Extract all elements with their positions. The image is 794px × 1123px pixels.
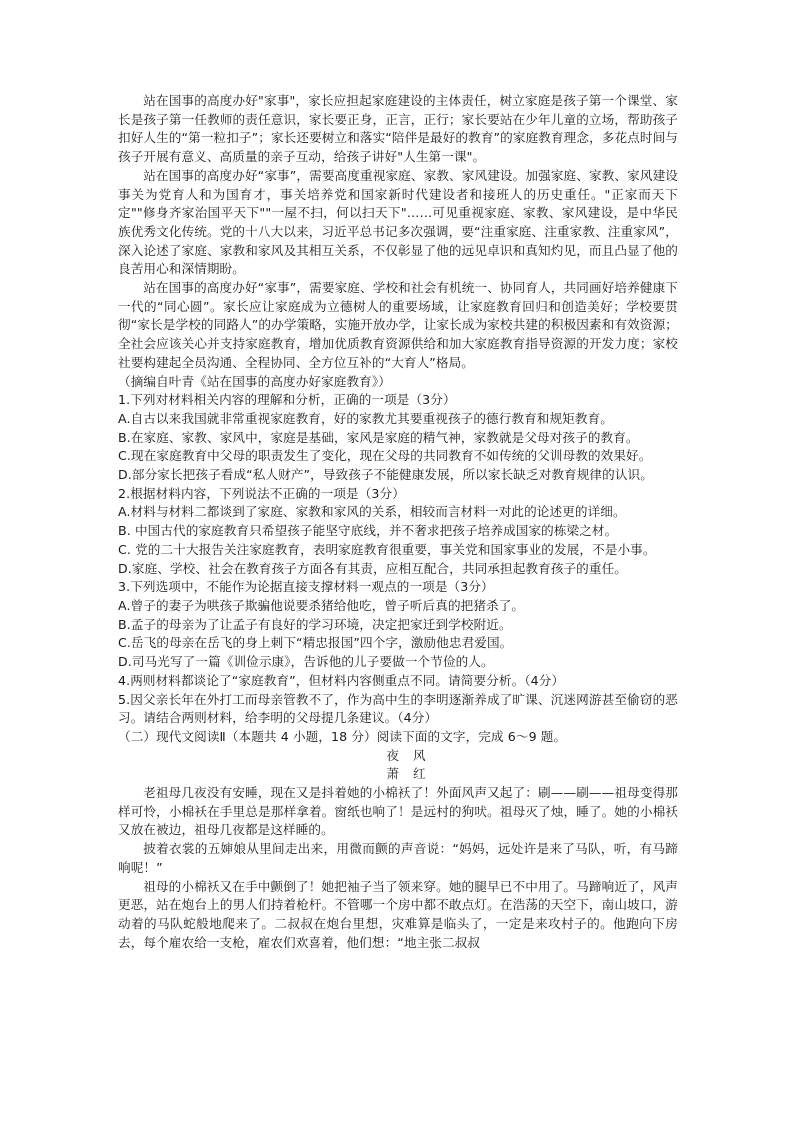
question-2-stem: 2.根据材料内容，下列说法不正确的一项是（3分） <box>118 485 405 501</box>
section-2-header: （二）现代文阅读Ⅱ（本题共 4 小题，18 分）阅读下面的文字，完成 6～9 题。 <box>118 728 567 744</box>
article1-paragraph-3: 站在国事的高度办好“家事”，需要家庭、学校和社会有机统一、协同育人，共同画好培养健康下一代的“同心圆”。家长应让家庭成为立德树人的重要场域，让家庭教育回归和创造美好；学校要贯彻“家长是学校的同路人”的办学策略，实施开放办学，让家长成为家校共建的积极因素和有效资源；全社会应该关心并支持家庭教育，增加优质教育资源供给和加大家庭教育指导资源的开发力度；家校社要构建起全员沟通、全程协同、全方位互补的“大育人”格局。 <box>118 280 678 370</box>
question-3-option-d: D.司马光写了一篇《训俭示康》，告诉他的儿子要做一个节俭的人。 <box>118 654 494 670</box>
question-2-option-c: C. 党的二十大报告关注家庭教育，表明家庭教育很重要，事关党和国家事业的发展，不是小事。 <box>118 541 656 557</box>
question-1-option-a: A.自古以来我国就非常重视家庭教育，好的家教尤其要重视孩子的德行教育和规矩教育。 <box>118 410 613 426</box>
article1-paragraph-2: 站在国事的高度办好“家事”，需要高度重视家庭、家教、家风建设。加强家庭、家教、家风建设事关为党育人和为国育才，事关培养党和国家新时代建设者和接班人的历史重任。"正家而天下定""修身齐家治国平天下""一屋不扫，何以扫天下"……可见重视家庭、家教、家风建设，是中华民族优秀文化传统。党的十八大以来，习近平总书记多次强调，要“注重家庭、注重家教、注重家风”，深入论述了家庭、家教和家风及其相互关系，不仅彰显了他的远见卓识和真知灼见，而且凸显了他的良苦用心和深情期盼。 <box>118 167 678 277</box>
question-3-option-a: A.曾子的妻子为哄孩子欺骗他说要杀猪给他吃，曾子听后真的把猪杀了。 <box>118 597 525 613</box>
article1-paragraph-1: 站在国事的高度办好"家事"，家长应担起家庭建设的主体责任，树立家庭是孩子第一个课堂、家长是孩子第一任教师的责任意识，家长要正身，正言，正行；家长要站在少年儿童的立场，帮助孩子扣好人生的“第一粒扣子”；家长还要树立和落实“陪伴是最好的教育”的家庭教育理念，多花点时间与孩子开展有意义、高质量的亲子互动，给孩子讲好"人生第一课"。 <box>118 93 678 165</box>
question-1-option-c: C.现在家庭教育中父母的职责发生了变化，现在父母的共同教育不如传统的父训母教的效果好。 <box>118 448 652 464</box>
question-2-option-d: D.家庭、学校、社会在教育孩子方面各有其责，应相互配合，共同承担起教育孩子的重任。 <box>118 560 627 576</box>
story-author: 萧红 <box>386 766 440 782</box>
question-1-option-b: B.在家庭、家教、家风中，家庭是基础，家风是家庭的精气神，家教就是父母对孩子的教育。 <box>118 429 639 445</box>
story-paragraph-3: 祖母的小棉袄又在手中颤倒了！她把袖子当了领来穿。她的腿早已不中用了。马蹄响近了，风声更恶，站在炮台上的男人们持着枪杆。不管哪一个房中都不敢点灯。在浩荡的天空下，南山坡口，游动着的马队蛇般地爬来了。二叔叔在炮台里想，灾难算是临头了，一定是来攻村子的。他跑向下房去，每个雇农给一支枪，雇农们欢喜着，他们想：“地主张二叔叔 <box>118 878 678 950</box>
story-paragraph-1: 老祖母几夜没有安睡，现在又是抖着她的小棉袄了！外面风声又起了：刷——刷——祖母变得那样可怜，小棉袄在手里总是那样拿着。窗纸也响了！是远村的狗吠。祖母灭了烛，睡了。她的小棉袄又放在被边，祖母几夜都是这样睡的。 <box>118 785 678 838</box>
article1-source: （摘编自叶青《站在国事的高度办好家庭教育》） <box>118 373 391 389</box>
question-2-option-a: A.材料与材料二都谈到了家庭、家教和家风的关系，相较而言材料一对此的论述更的详细。 <box>118 504 626 520</box>
question-5: 5.因父亲长年在外打工而母亲管教不了，作为高中生的李明逐渐养成了旷课、沉迷网游甚至偷窃的恶习。请结合两则材料，给李明的父母提几条建议。（4分） <box>118 691 678 726</box>
question-1-stem: 1.下列对材料相关内容的理解和分析，正确的一项是（3分） <box>118 392 456 408</box>
question-1-option-d: D.部分家长把孩子看成“私人财产”，导致孩子不能健康发展，所以家长缺乏对教育规律的认识。 <box>118 467 653 483</box>
question-4: 4.两则材料都谈论了“家庭教育”，但材料内容侧重点不同。请简要分析。（4分） <box>118 672 565 688</box>
story-paragraph-2: 披着衣裳的五婶娘从里间走出来，用微而颤的声音说：“妈妈，远处许是来了马队，听，有马蹄响呢！” <box>118 841 678 875</box>
document-page <box>118 92 678 952</box>
story-title: 夜风 <box>386 747 440 763</box>
question-3-stem: 3.下列选项中，不能作为论据直接支撑材料一观点的一项是（3分） <box>118 579 494 595</box>
question-3-option-b: B.孟子的母亲为了让孟子有良好的学习环境，决定把家迁到学校附近。 <box>118 616 512 632</box>
question-3-option-c: C.岳飞的母亲在岳飞的身上刺下“精忠报国”四个字，激励他忠君爱国。 <box>118 635 513 651</box>
question-2-option-b: B. 中国古代的家庭教育只希望孩子能坚守底线，并不奢求把孩子培养成国家的栋梁之材。 <box>118 523 618 539</box>
